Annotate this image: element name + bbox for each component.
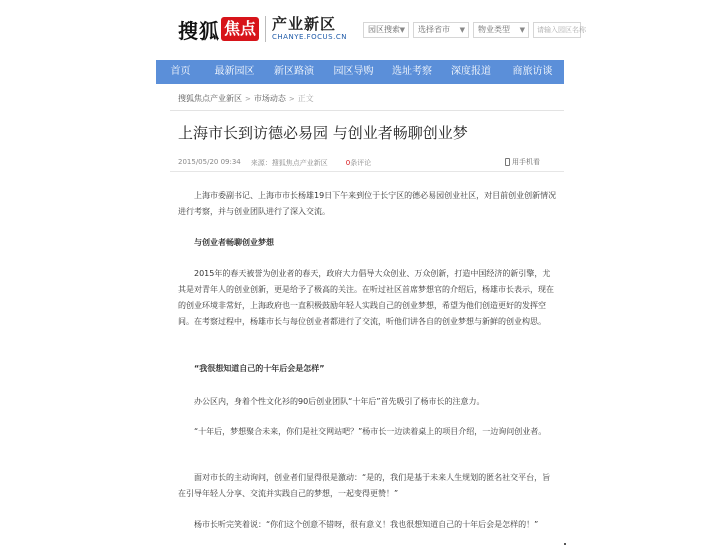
- city-select[interactable]: [413, 22, 469, 38]
- comment-label: 条评论: [350, 159, 372, 167]
- property-type-select[interactable]: [473, 22, 529, 38]
- nav-item-home[interactable]: 首页: [170, 66, 191, 77]
- nav-item-roadshow[interactable]: 新区路演: [274, 66, 314, 77]
- article-subheading: “我很想知道自己的十年后会是怎样”: [194, 364, 325, 373]
- article-paragraph: 上海市委副书记、上海市市长杨雄19日下午来到位于长宁区的德必易园创业社区，对目前创业创新情况进行考察，并与创业团队进行了深入交流。: [178, 191, 557, 216]
- article-paragraph: 面对市长的主动询问，创业者们显得很是激动：“是的，我们是基于未来人生规划的匿名社交平台，旨在引导年轻人分享、交流并实践自己的梦想，一起变得更赞！”: [178, 473, 551, 498]
- scroll-indicator: [564, 543, 566, 545]
- mobile-view-link[interactable]: [505, 157, 540, 167]
- logo-chanye: 产业新区: [272, 15, 337, 33]
- nav-item-latest-parks[interactable]: 最新园区: [214, 66, 255, 77]
- chevron-down-icon: ▼: [519, 26, 525, 34]
- search-type-select[interactable]: [363, 22, 409, 38]
- logo-domain: CHANYE.FOCUS.CN: [272, 33, 347, 41]
- city-select-value: 选择省市: [418, 25, 450, 34]
- nav-item-park-guide[interactable]: 园区导购: [333, 66, 374, 77]
- logo-subbrand: [272, 17, 347, 41]
- comment-link[interactable]: [346, 158, 371, 168]
- article-subheading: 与创业者畅聊创业梦想: [194, 238, 274, 247]
- breadcrumb: [178, 93, 314, 104]
- mobile-phone-icon: [505, 158, 510, 166]
- chevron-down-icon: ▼: [399, 26, 405, 34]
- breadcrumb-current: 正文: [297, 94, 314, 103]
- keyword-input[interactable]: 请输入园区名称: [533, 22, 581, 38]
- article-meta: [178, 158, 371, 168]
- chevron-down-icon: ▼: [459, 26, 465, 34]
- breadcrumb-section[interactable]: 市场动态: [253, 94, 286, 103]
- main-nav: [156, 60, 564, 84]
- logo-jiaodian: 焦点: [221, 17, 259, 41]
- article-paragraph: 杨市长听完笑着说：“你们这个创意不错呀，很有意义！我也很想知道自己的十年后会是怎样的！”: [194, 520, 539, 529]
- logo-divider: [265, 16, 266, 42]
- article-title: 上海市长到访德必易园 与创业者畅聊创业梦: [178, 124, 468, 142]
- site-logo[interactable]: [178, 16, 347, 42]
- divider: [170, 171, 564, 172]
- breadcrumb-separator-icon: >: [288, 94, 295, 103]
- article-paragraph: “十年后，梦想聚合未来，你们是社交网站吧？”杨市长一边读着桌上的项目介绍，一边询问创业者。: [194, 427, 547, 436]
- article-source: 来源：搜狐焦点产业新区: [250, 159, 328, 167]
- breadcrumb-home[interactable]: 搜狐焦点产业新区: [178, 94, 242, 103]
- search-type-value: 园区搜索: [368, 25, 400, 34]
- nav-item-interviews[interactable]: 商旅访谈: [512, 66, 553, 77]
- search-bar: [363, 22, 586, 38]
- breadcrumb-separator-icon: >: [245, 94, 251, 103]
- property-type-value: 物业类型: [478, 25, 510, 34]
- logo-sohu: 搜狐: [178, 18, 220, 43]
- article-paragraph: 办公区内，身着个性文化衫的90后创业团队“十年后”首先吸引了杨市长的注意力。: [194, 397, 485, 406]
- comment-count: 0: [345, 159, 351, 167]
- nav-item-site-selection[interactable]: 选址考察: [392, 66, 432, 77]
- mobile-view-label: 用手机看: [512, 158, 540, 166]
- divider: [170, 110, 564, 111]
- article-paragraph: 2015年的春天被誉为创业者的春天，政府大力倡导大众创业、万众创新，打造中国经济的新引擎，尤其是对青年人的创业创新，更是给予了极高的关注。在听过社区首席梦想官的介绍后，杨雄市长表示，现在的创业环境非常好，上海政府也一直积极鼓励年轻人实践自己的创业梦想，希望为他们创造更好的发挥空间。在考察过程中，杨雄市长与每位创业者都进行了交流，听他们讲各自的创业梦想与新鲜的创业构思。: [178, 269, 554, 326]
- article-date: 2015/05/20 09:34: [178, 158, 241, 166]
- nav-item-in-depth[interactable]: 深度报道: [451, 66, 491, 77]
